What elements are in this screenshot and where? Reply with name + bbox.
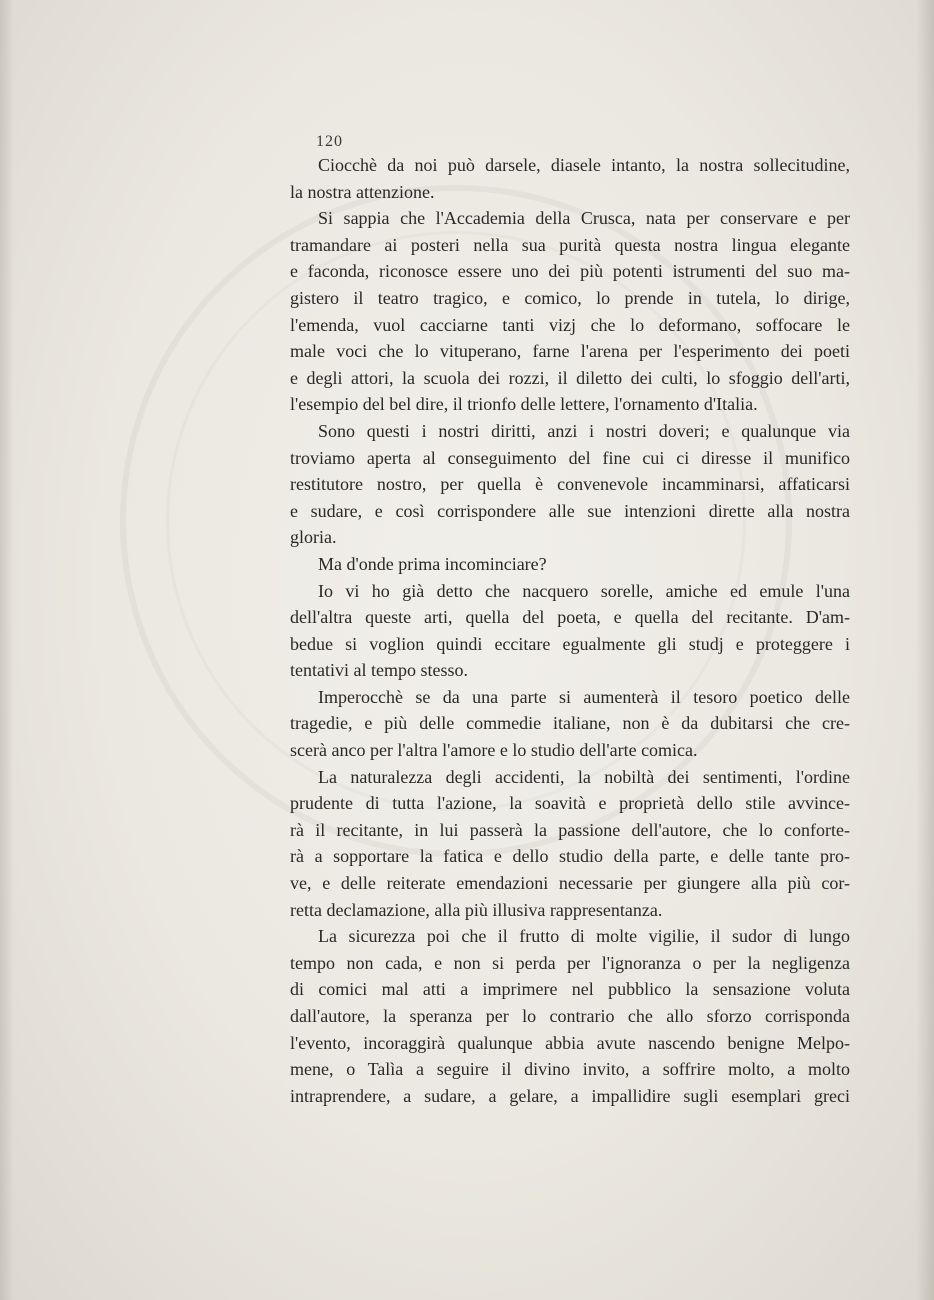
text-line: e degli attori, la scuola dei rozzi, il diletto dei culti, lo sfoggio dell'arti,: [290, 367, 850, 388]
text-line: La sicurezza poi che il frutto di molte vigilie, il sudor di lungo: [318, 926, 850, 947]
text-line: Imperocchè se da una parte si aumenterà il tesoro poetico delle: [318, 686, 850, 707]
text-line: la nostra attenzione.: [290, 181, 435, 202]
text-line: Sono questi i nostri diritti, anzi i nostri doveri; e qualunque via: [318, 420, 850, 441]
text-line: restitutore nostro, per quella è convenevole incamminarsi, affaticarsi: [290, 474, 850, 495]
text-line: l'evento, incoraggirà qualunque abbia avute nascendo benigne Melpo-: [290, 1032, 850, 1053]
text-line: retta declamazione, alla più illusiva rappresentanza.: [290, 899, 663, 920]
text-line: e faconda, riconosce essere uno dei più potenti istrumenti del suo ma-: [290, 261, 850, 282]
text-line: ve, e delle reiterate emendazioni necessarie per giungere alla più cor-: [290, 873, 850, 894]
page-edge-right: [916, 0, 934, 1300]
text-line: prudente di tutta l'azione, la soavità e proprietà dello stile avvince-: [290, 793, 850, 814]
page-number: 120: [316, 133, 343, 150]
text-line: dall'autore, la speranza per lo contrario che allo sforzo corrisponda: [290, 1006, 850, 1026]
body-text: [290, 152, 850, 1109]
text-line: intraprendere, a sudare, a gelare, a impallidire sugli esemplari greci: [290, 1085, 850, 1106]
text-line: tentativi al tempo stesso.: [290, 660, 468, 681]
text-line: tramandare ai posteri nella sua purità questa nostra lingua elegante: [290, 234, 850, 255]
text-line: Io vi ho già detto che nacquero sorelle, amiche ed emule l'una: [318, 580, 850, 601]
text-line: tragedie, e più delle commedie italiane, non è da dubitarsi che cre-: [290, 713, 850, 734]
text-line: tempo non cada, e non si perda per l'ignoranza o per la negligenza: [290, 952, 850, 973]
text-line: Ma d'onde prima incominciare?: [318, 553, 547, 574]
text-line: Ciocchè da noi può darsele, diasele intanto, la nostra sollecitudine,: [318, 155, 850, 175]
text-line: gloria.: [290, 527, 337, 548]
text-line: rà il recitante, in lui passerà la passione dell'autore, che lo conforte-: [290, 819, 850, 840]
text-line: l'esempio del bel dire, il trionfo delle lettere, l'ornamento d'Italia.: [290, 394, 758, 415]
text-line: troviamo aperta al conseguimento del fine cui ci diresse il munifico: [290, 447, 850, 468]
text-line: l'emenda, vuol cacciarne tanti vizj che lo deformano, soffocare le: [290, 314, 850, 335]
text-line: gistero il teatro tragico, e comico, lo prende in tutela, lo dirige,: [290, 287, 850, 308]
page-edge-left: [0, 0, 14, 1300]
text-line: e sudare, e così corrispondere alle sue intenzioni dirette alla nostra: [290, 500, 850, 521]
text-line: rà a sopportare la fatica e dello studio della parte, e delle tante pro-: [290, 846, 850, 867]
text-line: Si sappia che l'Accademia della Crusca, nata per conservare e per: [318, 208, 850, 229]
text-line: bedue si voglion quindi eccitare egualmente gli studj e proteggere i: [290, 633, 850, 654]
text-line: scerà anco per l'altra l'amore e lo studio dell'arte comica.: [290, 740, 698, 761]
text-line: dell'altra queste arti, quella del poeta, e quella del recitante. D'am-: [290, 607, 850, 628]
text-line: La naturalezza degli accidenti, la nobiltà dei sentimenti, l'ordine: [318, 766, 850, 787]
text-line: male voci che lo vituperano, farne l'arena per l'esperimento dei poeti: [290, 341, 850, 362]
text-line: mene, o Talìa a seguire il divino invito, a soffrire molto, a molto: [290, 1059, 850, 1080]
text-line: di comici mal atti a imprimere nel pubblico la sensazione voluta: [290, 979, 850, 1000]
